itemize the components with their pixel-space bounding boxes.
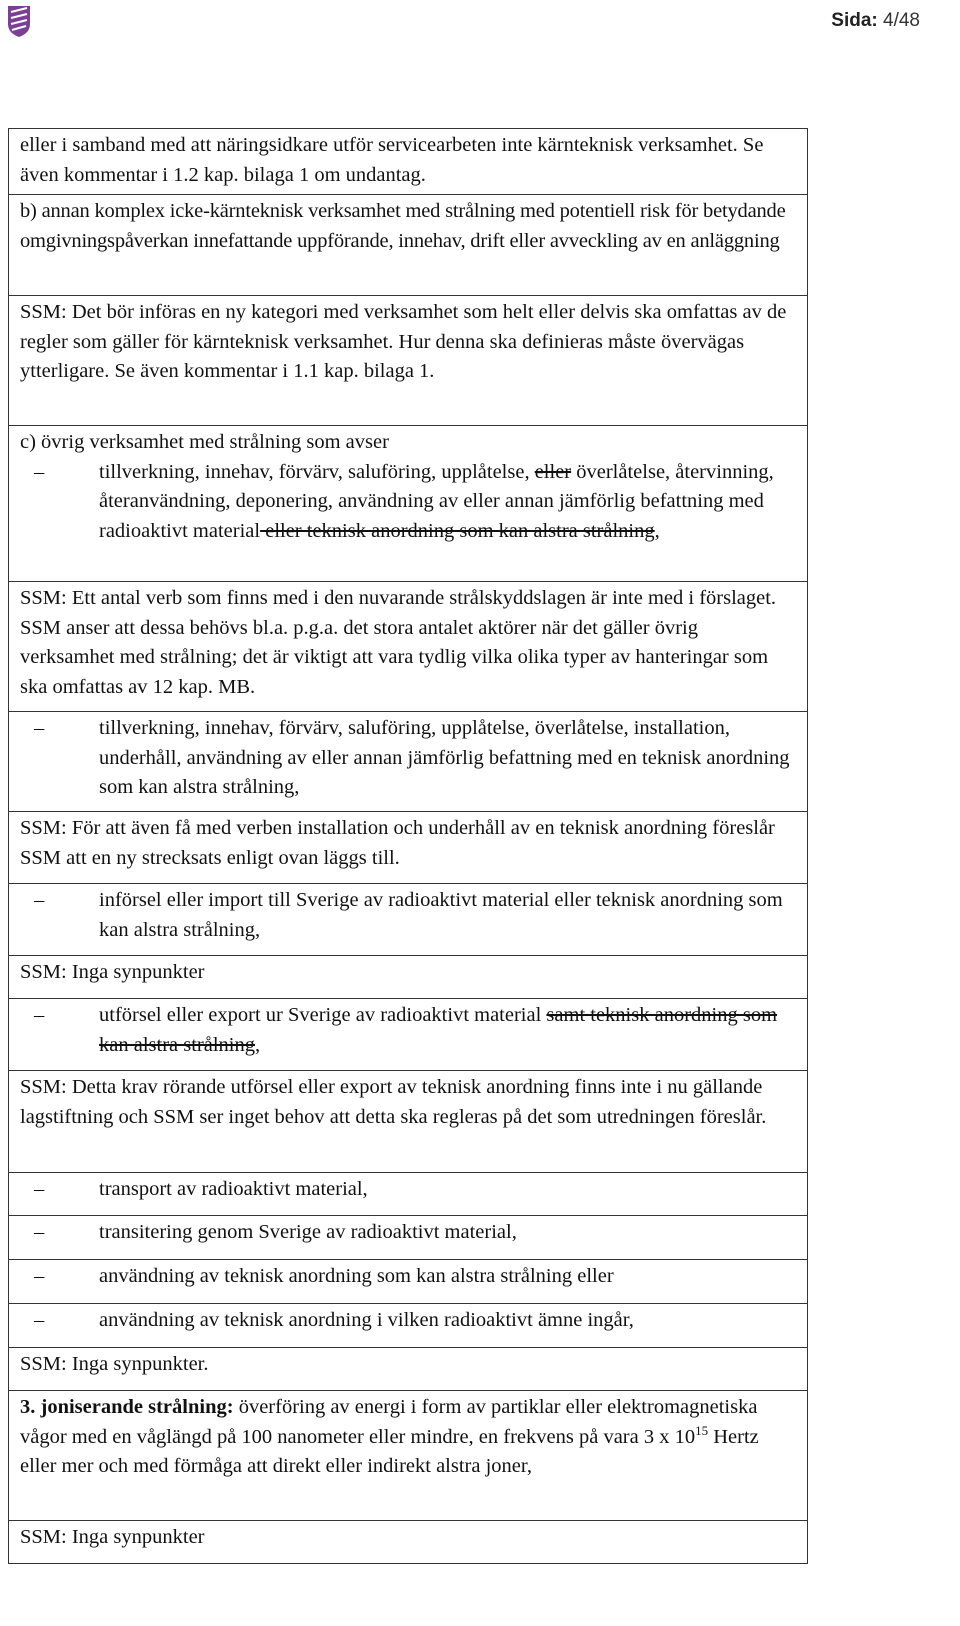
paragraph: SSM: Detta krav rörande utförsel eller export av teknisk anordning finns inte i nu gällande lagstiftning och SSM ser inget behov att detta ska regleras på det som utredningen föreslår. <box>20 1076 767 1128</box>
comment-table <box>8 128 808 1564</box>
list-item <box>20 458 796 547</box>
table-cell <box>9 812 808 884</box>
paragraph: c) övrig verksamhet med strålning som avser <box>20 431 389 453</box>
text-span: överlåtelse, återvinning, återanvändning, deponering, användning av eller annan jämförlig befattning med radioaktivt material <box>99 460 774 542</box>
dash-marker: – <box>34 1309 45 1331</box>
text-span: utförsel eller export ur Sverige av radioaktivt material <box>99 1004 547 1026</box>
dash-marker: – <box>34 717 45 739</box>
table-cell <box>9 1216 808 1260</box>
table-cell <box>9 1348 808 1391</box>
dash-marker: – <box>34 1265 45 1287</box>
table-cell <box>9 884 808 956</box>
page-label: Sida: <box>831 10 878 31</box>
paragraph: SSM: Inga synpunkter <box>20 961 205 983</box>
paragraph: SSM: Det bör införas en ny kategori med verksamhet som helt eller delvis ska omfattas av de regler som gäller för kärnteknisk verksamhet. Hur denna ska definieras måste övervägas ytterligare. Se även kommentar i 1.1 kap. bilaga 1. <box>20 301 787 382</box>
struck-text: eller <box>534 460 572 483</box>
paragraph: eller i samband med att näringsidkare utför servicearbeten inte kärnteknisk verksamhet. Se även kommentar i 1.2 kap. bilaga 1 om undantag. <box>20 134 764 186</box>
paragraph: SSM: Ett antal verb som finns med i den nuvarande strålskyddslagen är inte med i förslaget. SSM anser att dessa behövs bl.a. p.g.a. det stora antalet aktörer när det gäller övrig verksamhet med strålning; det är viktigt att vara tydlig vilka olika typer av hanteringar som ska omfattas av 12 kap. MB. <box>20 587 777 698</box>
list-item-text: transitering genom Sverige av radioaktivt material, <box>99 1221 517 1243</box>
text-span: Hertz eller mer och med förmåga att direkt eller indirekt alstra joner, <box>20 1425 759 1477</box>
list-item <box>20 1306 796 1336</box>
text-span: överföring av energi i form av partiklar eller elektromagnetiska vågor med en våglängd på 100 nanometer eller mindre, en frekvens på vara 3 x 10 <box>20 1396 758 1448</box>
dash-marker: – <box>34 1221 45 1243</box>
struck-text: eller teknisk anordning som kan alstra strålning <box>260 519 655 542</box>
table-cell <box>9 1173 808 1216</box>
table-cell <box>9 195 808 296</box>
list-item <box>20 714 796 803</box>
table-cell <box>9 999 808 1071</box>
list-item <box>20 886 796 945</box>
list-item-text <box>99 458 796 547</box>
table-cell <box>9 956 808 999</box>
list-item-text: införsel eller import till Sverige av radioaktivt material eller teknisk anordning som kan alstra strålning, <box>99 889 783 941</box>
table-cell <box>9 1391 808 1521</box>
table-cell <box>9 426 808 582</box>
paragraph: SSM: För att även få med verben installation och underhåll av en teknisk anordning föreslår SSM att en ny strecksats enligt ovan läggs till. <box>20 817 775 869</box>
text-span: , <box>654 519 660 542</box>
list-item <box>20 1218 796 1248</box>
dash-marker: – <box>34 1004 45 1026</box>
table-cell <box>9 129 808 195</box>
dash-marker: – <box>34 1178 45 1200</box>
paragraph: b) annan komplex icke-kärnteknisk verksamhet med strålning med potentiell risk för betydande omgivningspåverkan innefattande uppförande, innehav, drift eller avveckling av en anläggning <box>20 200 786 252</box>
table-cell <box>9 1071 808 1173</box>
definition-paragraph <box>20 1393 796 1482</box>
table-cell <box>9 1304 808 1348</box>
text-span: , <box>254 1033 261 1056</box>
table-cell <box>9 582 808 712</box>
paragraph: SSM: Inga synpunkter. <box>20 1353 209 1375</box>
list-item <box>20 1001 796 1060</box>
table-cell <box>9 296 808 426</box>
dash-marker: – <box>34 889 45 911</box>
table-cell <box>9 1521 808 1564</box>
list-item-text: transport av radioaktivt material, <box>99 1178 368 1200</box>
table-cell <box>9 712 808 812</box>
list-item-text: användning av teknisk anordning i vilken radioaktivt ämne ingår, <box>99 1309 634 1331</box>
logo-icon <box>6 4 32 38</box>
definition-term: 3. joniserande strålning: <box>20 1396 234 1418</box>
paragraph: SSM: Inga synpunkter <box>20 1526 205 1548</box>
page-indicator <box>831 10 920 32</box>
list-item-text: användning av teknisk anordning som kan alstra strålning eller <box>99 1265 614 1287</box>
dash-marker: – <box>34 460 45 483</box>
list-item-text <box>99 1001 796 1060</box>
page-number: 4/48 <box>883 10 920 31</box>
list-item <box>20 1175 796 1205</box>
list-item-text: tillverkning, innehav, förvärv, saluföring, upplåtelse, överlåtelse, installation, underhåll, användning av eller annan jämförlig befattning med en teknisk anordning som kan alstra strålning, <box>99 717 790 798</box>
list-item <box>20 1262 796 1292</box>
text-span: tillverkning, innehav, förvärv, saluföring, upplåtelse, <box>99 460 535 483</box>
struck-text: samt teknisk anordning som kan alstra strålning <box>99 1004 778 1056</box>
exponent: 15 <box>695 1422 709 1438</box>
table-cell <box>9 1260 808 1304</box>
